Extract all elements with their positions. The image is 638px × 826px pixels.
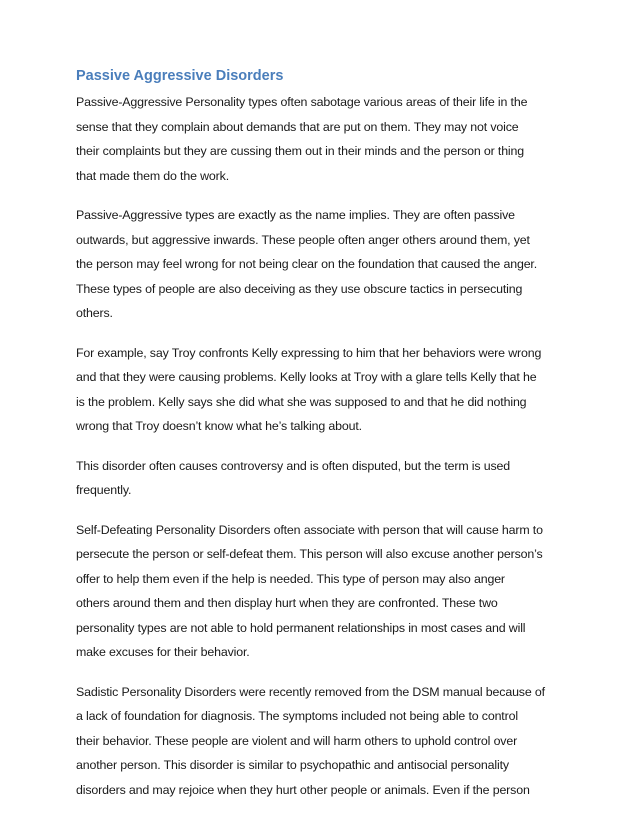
paragraph-line: their behavior. These people are violent and will harm others to uphold control over [76,733,518,748]
paragraph-line: Passive-Aggressive Personality types often sabotage various areas of their life in the [76,95,528,109]
paragraph-line: Sadistic Personality Disorders were recently removed from the DSM manual because of [76,684,545,699]
paragraph-line: outwards, but aggressive inwards. These people often anger others around them, yet [76,232,530,247]
paragraph-line: others. [76,306,113,320]
paragraph-line: For example, say Troy confronts Kelly expressing to him that her behaviors were wrong [76,345,542,360]
paragraph-line: a lack of foundation for diagnosis. The symptoms included not being able to control [76,709,518,723]
paragraph-line: another person. This disorder is similar to psychopathic and antisocial personality [76,758,509,772]
paragraph-line: the person may feel wrong for not being clear on the foundation that caused the anger. [76,257,538,271]
paragraph-line: This disorder often causes controversy and is often disputed, but the term is used [76,458,510,473]
paragraph-line: sense that they complain about demands that are put on them. They may not voice [76,119,519,134]
paragraph-line: personality types are not able to hold permanent relationships in most cases and will [76,620,526,635]
paragraph-2 [76,203,568,326]
paragraph-line: Passive-Aggressive types are exactly as the name implies. They are often passive [76,208,515,222]
paragraph-line: others around them and then display hurt when they are confronted. These two [76,596,498,610]
paragraph-line: that made them do the work. [76,168,229,183]
paragraph-line: These types of people are also deceiving as they use obscure tactics in persecuting [76,281,523,296]
paragraph-line: and that they were causing problems. Kelly looks at Troy with a glare tells Kelly that he [76,370,537,384]
paragraph-3 [76,341,568,439]
paragraph-line: is the problem. Kelly says she did what she was supposed to and that he did nothing [76,394,527,409]
paragraph-line: offer to help them even if the help is needed. This type of person may also anger [76,571,505,586]
paragraph-line: frequently. [76,483,132,497]
paragraph-line: disorders and may rejoice when they hurt other people or animals. Even if the person [76,782,530,797]
paragraph-line: make excuses for their behavior. [76,645,250,659]
paragraph-4 [76,454,568,503]
paragraph-5 [76,518,568,665]
paragraph-line: Self-Defeating Personality Disorders often associate with person that will cause harm to [76,522,543,537]
paragraph-line: wrong that Troy doesn’t know what he’s talking about. [76,419,362,433]
paragraph-line: persecute the person or self-defeat them. This person will also excuse another person’s [76,547,543,561]
paragraph-line: their complaints but they are cussing them out in their minds and the person or thing [76,144,525,158]
document-page [76,66,568,817]
paragraph-1 [76,90,568,188]
paragraph-6 [76,680,568,803]
document-heading: Passive Aggressive Disorders [76,68,284,84]
